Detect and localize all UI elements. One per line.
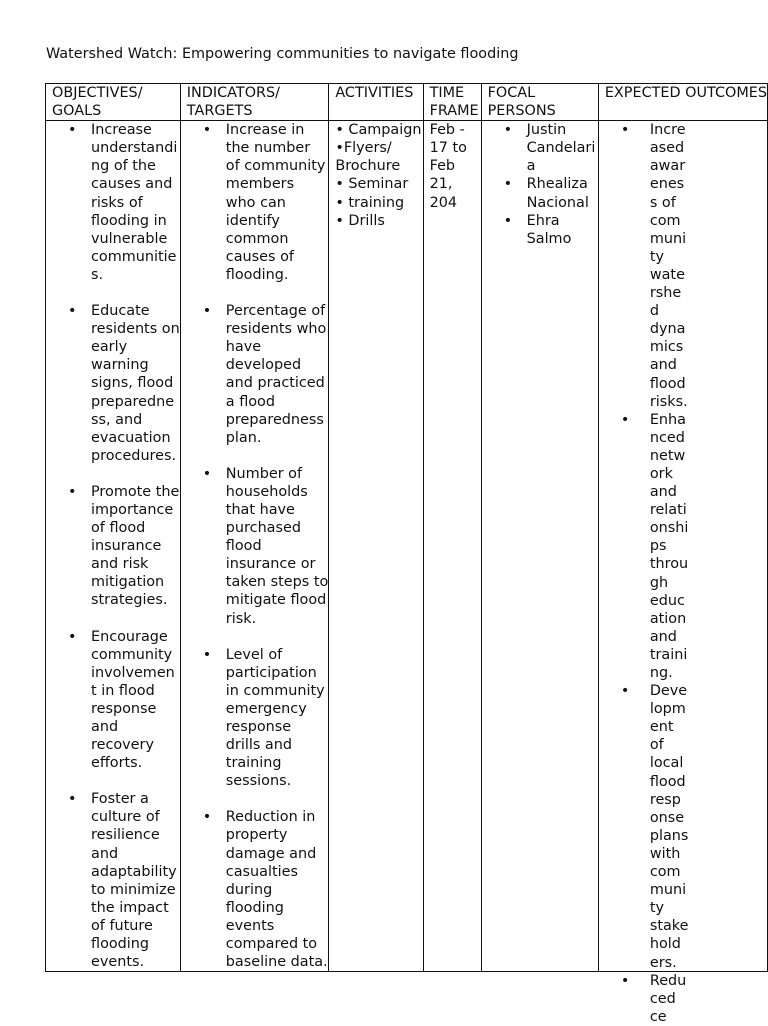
header-focal-persons: FOCAL PERSONS — [481, 84, 598, 121]
time-frame-cell: Feb - 17 to Feb 21, 204 — [423, 121, 481, 972]
document-title: Watershed Watch: Empowering communities to navigate flooding — [46, 46, 519, 62]
objectives-cell — [46, 121, 181, 972]
expected-outcome-item: • Enhanced network and relationships through education and training. — [599, 411, 689, 682]
activity-item: • training — [335, 194, 405, 211]
indicator-item: • Level of participation in community emergency response drills and training sessions. — [181, 646, 329, 791]
header-indicators: INDICATORS/ TARGETS — [180, 84, 329, 121]
objective-item: • Promote the importance of flood insurance and risk mitigation strategies. — [46, 483, 180, 610]
header-activities: ACTIVITIES — [329, 84, 423, 121]
objective-item: • Encourage community involvement in flood response and recovery efforts. — [46, 628, 180, 773]
focal-person-item: • Justin Candelaria — [482, 121, 598, 175]
action-plan-table — [45, 83, 768, 1025]
expected-outcomes-clip — [599, 121, 689, 1025]
expected-outcome-item: • Development of local flood response plans with community stakeholders. — [599, 682, 689, 972]
expected-outcome-item: • Reduced ce — [599, 972, 689, 1026]
indicators-cell — [180, 121, 329, 972]
expected-outcomes-list — [599, 121, 689, 1026]
header-expected-outcomes: EXPECTED OUTCOMES — [598, 84, 767, 121]
table-header-row — [46, 84, 768, 121]
objective-item: • Foster a culture of resilience and adaptability to minimize the impact of future flooding events. — [46, 790, 180, 971]
activity-item: • Drills — [335, 212, 385, 229]
activities-cell — [329, 121, 423, 972]
activities-list — [335, 121, 422, 230]
activity-item: •Flyers/ Brochure — [335, 140, 401, 175]
objective-item: • Increase understanding of the causes and risks of flooding in vulnerable communities. — [46, 121, 180, 284]
expected-outcomes-cell — [598, 121, 767, 1025]
header-time-frame: TIME FRAME — [423, 84, 481, 121]
indicator-item: • Reduction in property damage and casualties during flooding events compared to baseline data. — [181, 808, 329, 971]
focal-person-item: • Ehra Salmo — [482, 212, 598, 248]
indicators-list — [181, 121, 329, 971]
activity-item: • Campaign — [335, 122, 422, 139]
table-row — [46, 121, 768, 972]
expected-outcome-item: • Increased awareness of community watershed dynamics and flood risks. — [599, 121, 689, 411]
focal-persons-cell — [481, 121, 598, 972]
indicator-item: • Increase in the number of community members who can identify common causes of flooding. — [181, 121, 329, 284]
focal-persons-list — [482, 121, 598, 248]
indicator-item: • Number of households that have purchased flood insurance or taken steps to mitigate flood risk. — [181, 465, 329, 628]
objectives-list — [46, 121, 180, 971]
objective-item: • Educate residents on early warning signs, flood preparedness, and evacuation procedures. — [46, 302, 180, 465]
focal-person-item: • Rhealiza Nacional — [482, 175, 598, 211]
indicator-item: • Percentage of residents who have developed and practiced a flood preparedness plan. — [181, 302, 329, 447]
activity-item: • Seminar — [335, 176, 409, 193]
header-objectives: OBJECTIVES/ GOALS — [46, 84, 181, 121]
